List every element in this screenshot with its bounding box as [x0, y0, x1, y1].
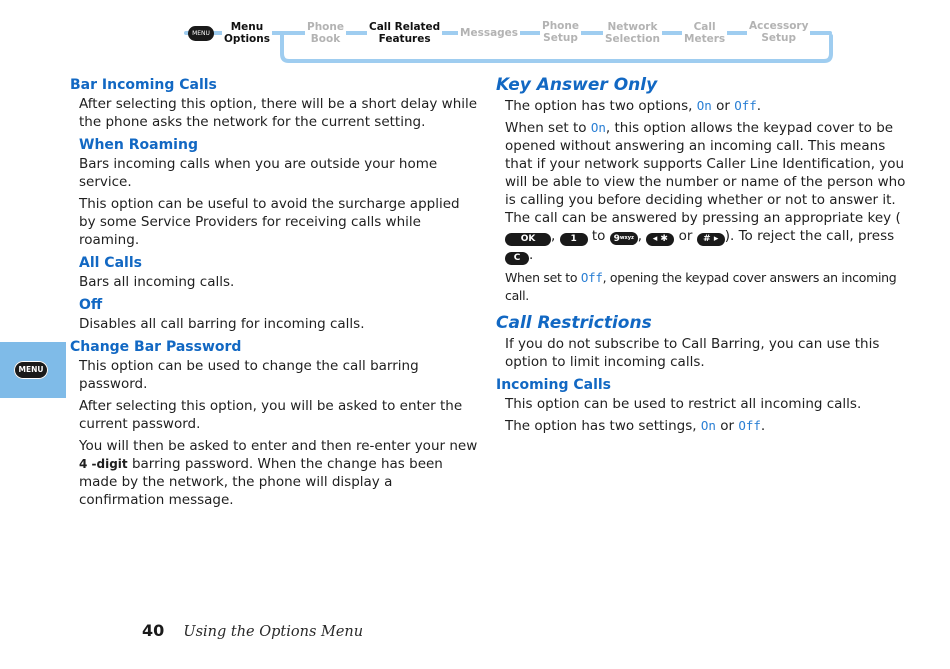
text-run-bold: 4 -digit: [79, 457, 128, 471]
nav-item-line2: Book: [310, 33, 341, 45]
nine-key-icon: [610, 232, 638, 245]
top-navigation: [0, 0, 950, 70]
nav-item-call-meters[interactable]: [682, 21, 727, 45]
paragraph: [496, 269, 916, 305]
nav-item-menu-options[interactable]: [222, 21, 272, 45]
text-run: The option has two settings,: [505, 418, 701, 434]
nav-item-call-related-features[interactable]: [367, 21, 442, 45]
page-number: 40: [142, 621, 165, 640]
nav-item-network-selection[interactable]: [603, 21, 662, 45]
one-key-icon: 1: [560, 233, 588, 246]
paragraph: Disables all call barring for incoming calls.: [79, 316, 365, 332]
text-run: or: [711, 98, 735, 114]
side-tab: [0, 342, 66, 398]
option-value-off: Off: [738, 418, 761, 433]
nav-item-phone-setup[interactable]: [540, 20, 581, 44]
nav-item-accessory-setup[interactable]: [747, 20, 810, 44]
key-letters: wxyz: [619, 235, 634, 241]
text-run: , this option allows the keypad cover to be opened without answering an incoming call. This means that if your network supports Caller Line Identification, you will be able to view the number or name of the person who is calling you before deciding whether or not to answer it. The call can be answered by pressing an appropriate key (: [505, 120, 906, 226]
nav-item-line2: Meters: [684, 33, 726, 45]
key-digit: 9: [613, 234, 620, 244]
subheading-incoming-calls: Incoming Calls: [496, 377, 611, 393]
option-value-on: On: [696, 98, 712, 113]
menu-key-icon: MENU: [188, 26, 214, 41]
nav-item-line1: Call Related: [369, 21, 441, 33]
nav-item-line2: Setup: [543, 32, 578, 44]
text-run: When set to: [505, 120, 591, 136]
nav-item-line1: Phone: [307, 21, 344, 33]
nav-item-line1: Phone: [542, 20, 579, 32]
nav-item-line1: Menu: [230, 21, 264, 33]
nav-item-line1: Call: [693, 21, 716, 33]
subheading-all-calls: All Calls: [79, 255, 142, 271]
section-heading-bar-incoming-calls: Bar Incoming Calls: [70, 77, 217, 93]
text-run: or: [715, 418, 739, 434]
paragraph: After selecting this option, you will be asked to enter the current password.: [79, 398, 463, 432]
text-run: The option has two options,: [505, 98, 697, 114]
option-value-on: On: [700, 418, 716, 433]
text-run: .: [756, 98, 762, 114]
star-key-icon: ◂ ✱: [646, 233, 674, 246]
paragraph: This option can be used to change the call barring password.: [79, 358, 419, 392]
text-run: , opening the keypad cover answers an incoming call.: [505, 270, 897, 303]
chapter-title: Using the Options Menu: [183, 624, 364, 640]
clear-key-icon: C: [505, 252, 529, 265]
nav-item-line2: Selection: [605, 33, 660, 45]
option-value-on: On: [590, 120, 606, 135]
paragraph: Bars all incoming calls.: [79, 274, 235, 290]
text-run: When set to: [505, 270, 581, 285]
page-footer: [142, 621, 363, 640]
paragraph: [496, 417, 916, 435]
right-column: [496, 75, 916, 435]
ok-key-icon: OK: [505, 233, 551, 246]
paragraph: [496, 97, 916, 115]
section-heading-key-answer-only: Key Answer Only: [496, 75, 658, 95]
nav-item-phone-book[interactable]: [305, 21, 346, 45]
menu-key-icon: MENU: [14, 361, 48, 379]
text-run: You will then be asked to enter and then re-enter your new: [79, 438, 478, 454]
text-run: .: [760, 418, 766, 434]
paragraph: If you do not subscribe to Call Barring, you can use this option to limit incoming calls.: [505, 336, 880, 370]
paragraph: This option can be used to restrict all incoming calls.: [505, 396, 862, 412]
section-heading-call-restrictions: Call Restrictions: [496, 313, 652, 333]
left-column: [70, 75, 480, 509]
option-value-off: Off: [580, 270, 603, 285]
nav-item-line1: Messages: [460, 27, 519, 39]
subheading-when-roaming: When Roaming: [79, 137, 198, 153]
option-value-off: Off: [734, 98, 757, 113]
paragraph: This option can be useful to avoid the surcharge applied by some Service Providers for receiving calls while roaming.: [79, 196, 460, 248]
paragraph: Bars incoming calls when you are outside your home service.: [79, 156, 438, 190]
paragraph: [70, 437, 480, 509]
nav-item-line1: Network: [607, 21, 658, 33]
paragraph: When set to On, this option allows the keypad cover to be opened without answering an incoming call. This means that if your network supports Caller Line Identification, you will be able to view the number or name of the person who is calling you before deciding whether or not to answer it. The call can be answered by pressing an appropriate key ( OK , 1 to $9_{wxyz}$ , ◂ ✱ or # ▸ ). To reject the call, press C .: [505, 120, 906, 263]
text-run: or: [674, 228, 697, 244]
text-run: ). To reject the call, press: [724, 228, 895, 244]
text-run: to: [587, 228, 606, 244]
text-run: .: [529, 247, 534, 263]
nav-item-line2: Setup: [761, 32, 797, 44]
nav-item-line1: Accessory: [749, 20, 809, 32]
nav-item-line2: Options: [224, 33, 270, 45]
nav-item-line2: Features: [378, 33, 431, 45]
section-heading-change-bar-password: Change Bar Password: [70, 339, 242, 355]
hash-key-icon: # ▸: [697, 233, 725, 246]
text-run: barring password. When the change has been made by the network, the phone will display a confirmation message.: [79, 456, 443, 508]
subheading-off: Off: [79, 297, 103, 313]
nav-item-messages[interactable]: [458, 27, 520, 39]
paragraph: After selecting this option, there will be a short delay while the phone asks the network for the current setting.: [79, 96, 478, 130]
